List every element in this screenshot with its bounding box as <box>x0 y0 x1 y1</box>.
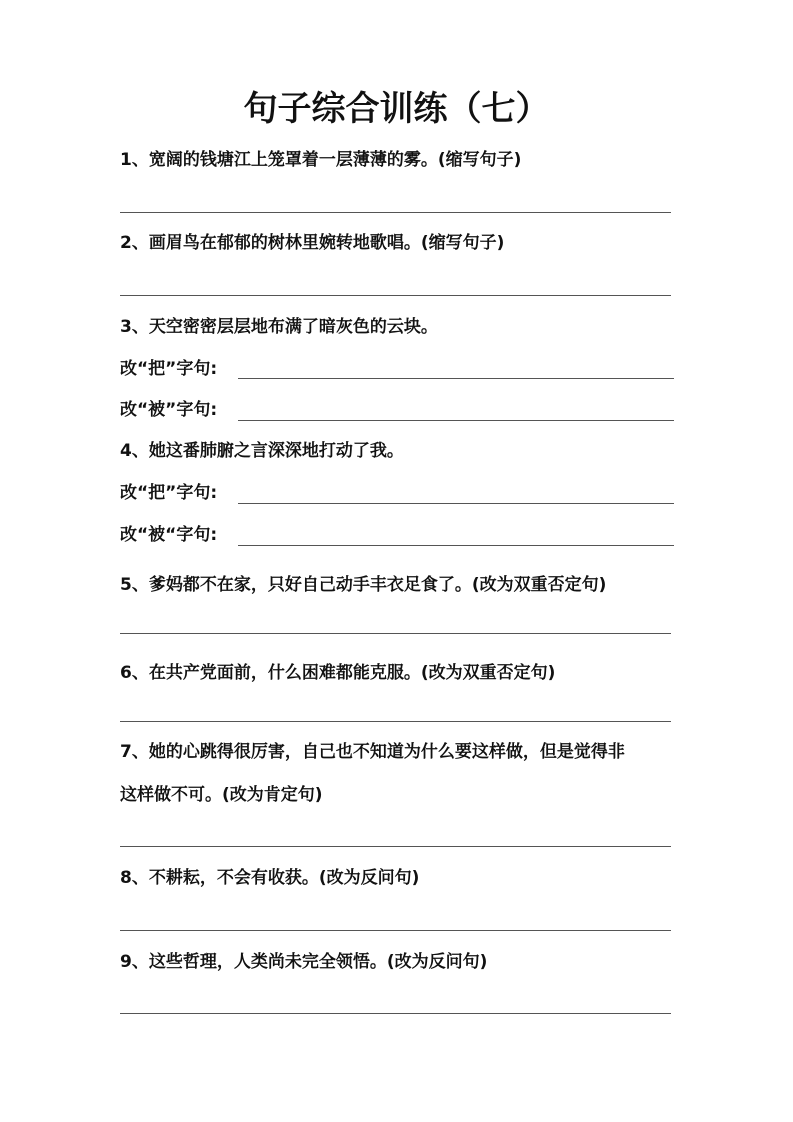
question-6: 6、在共产党面前，什么困难都能克服。(改为双重否定句) <box>120 663 556 683</box>
answer-line-9[interactable] <box>120 1013 671 1014</box>
question-5: 5、爹妈都不在家，只好自己动手丰衣足食了。(改为双重否定句) <box>120 575 607 595</box>
answer-line-6[interactable] <box>120 721 671 722</box>
q4-ba-answer-line[interactable] <box>238 503 674 504</box>
answer-line-2[interactable] <box>120 295 671 296</box>
answer-line-8[interactable] <box>120 930 671 931</box>
page-title: 句子综合训练（七） <box>243 89 550 129</box>
question-9: 9、这些哲理，人类尚未完全领悟。(改为反问句) <box>120 952 488 972</box>
question-1: 1、宽阔的钱塘江上笼罩着一层薄薄的雾。(缩写句子) <box>120 150 522 170</box>
q3-ba-label: 改“把”字句: <box>120 359 218 379</box>
answer-line-5[interactable] <box>120 633 671 634</box>
answer-line-1[interactable] <box>120 212 671 213</box>
question-7-continued: 这样做不可。(改为肯定句) <box>120 785 323 805</box>
q3-ba-answer-line[interactable] <box>238 378 674 379</box>
q4-bei-label: 改“被“字句: <box>120 525 218 545</box>
q4-bei-answer-line[interactable] <box>238 545 674 546</box>
q3-bei-label: 改“被”字句: <box>120 400 218 420</box>
question-8: 8、不耕耘，不会有收获。(改为反问句) <box>120 868 420 888</box>
question-7: 7、她的心跳得很厉害，自己也不知道为什么要这样做，但是觉得非 <box>120 742 625 762</box>
q3-bei-answer-line[interactable] <box>238 420 674 421</box>
answer-line-7[interactable] <box>120 846 671 847</box>
question-2: 2、画眉鸟在郁郁的树林里婉转地歌唱。(缩写句子) <box>120 233 505 253</box>
question-3: 3、天空密密层层地布满了暗灰色的云块。 <box>120 317 438 337</box>
q4-ba-label: 改“把”字句: <box>120 483 218 503</box>
question-4: 4、她这番肺腑之言深深地打动了我。 <box>120 441 404 461</box>
